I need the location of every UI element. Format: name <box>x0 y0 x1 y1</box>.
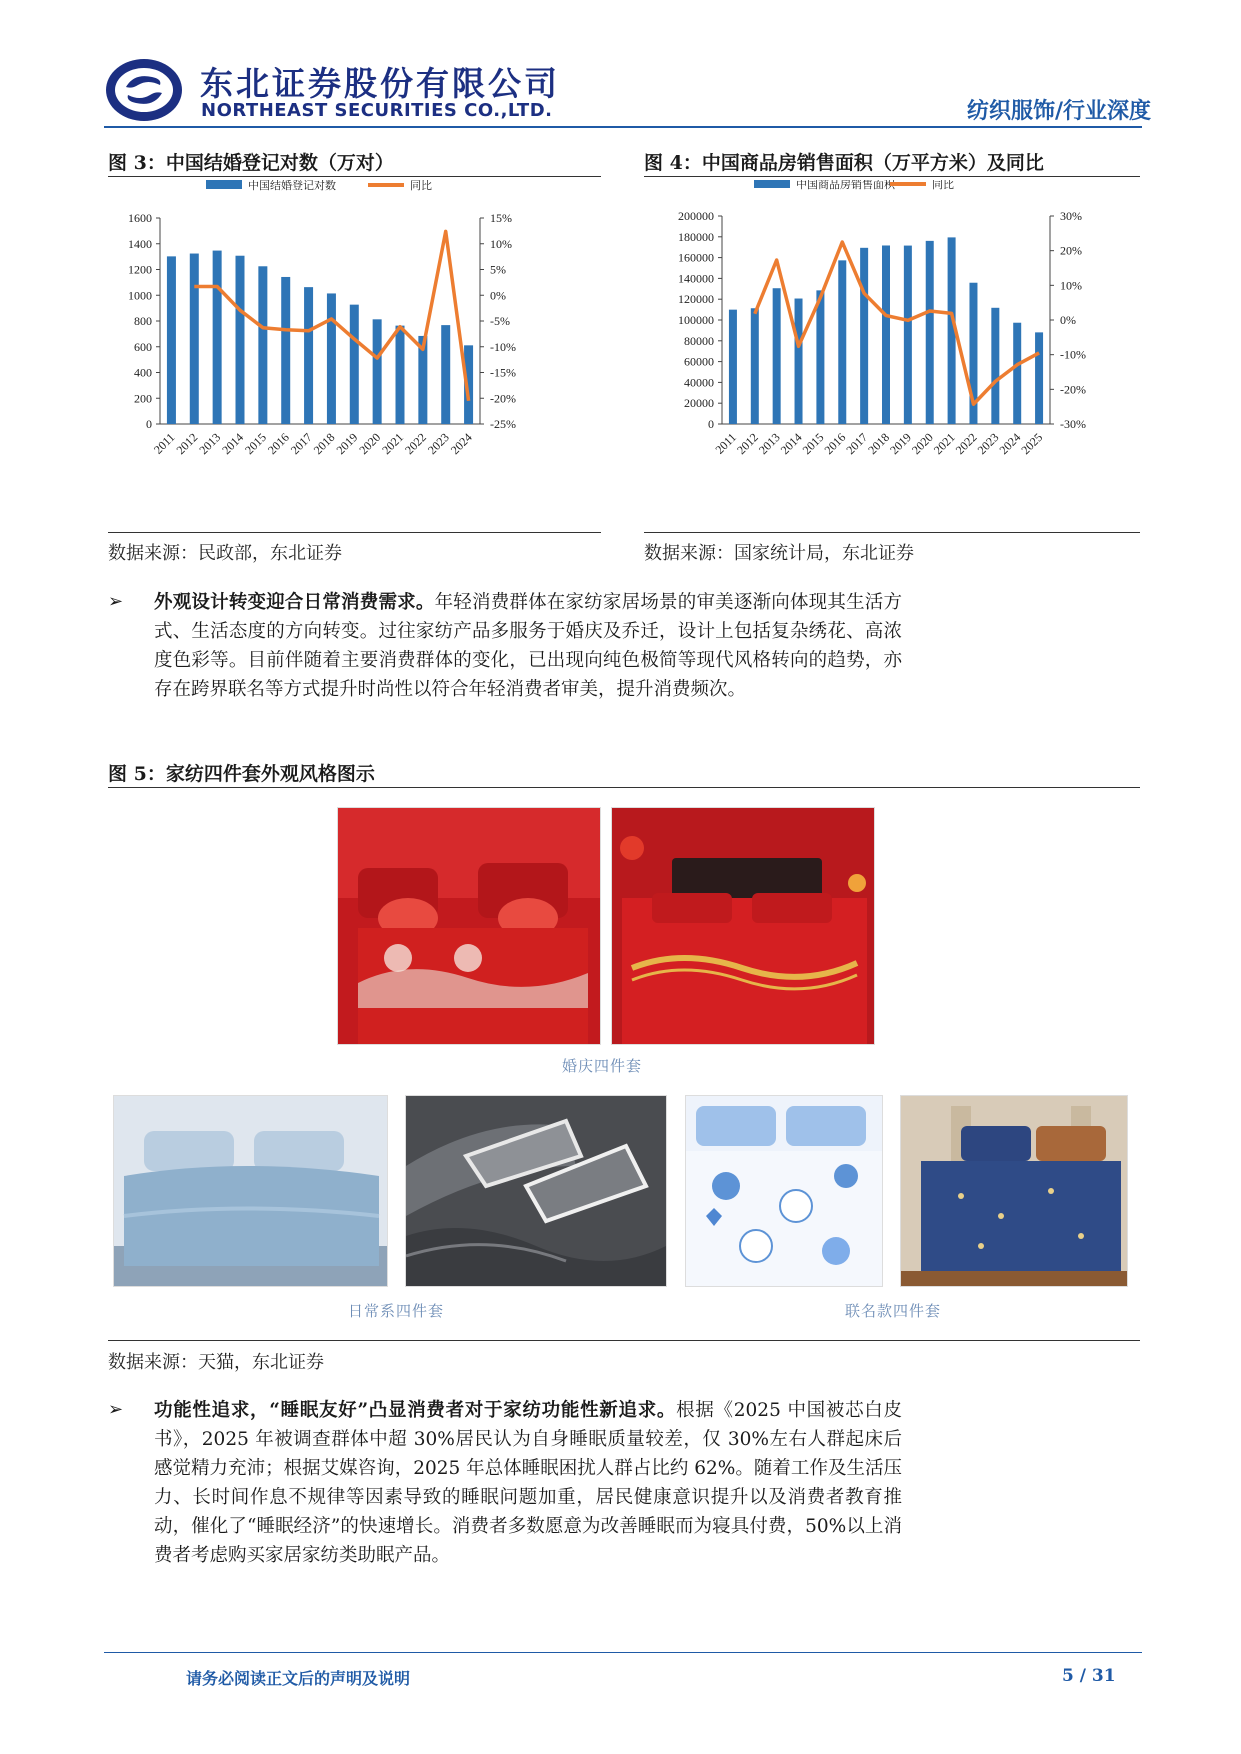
y-left-tick-label: 120000 <box>678 292 714 307</box>
bar-2023 <box>441 325 450 424</box>
y-left-tick-label: 140000 <box>678 271 714 286</box>
daily-bedding-photo-grey <box>405 1095 667 1287</box>
x-tick-label: 2013 <box>196 430 224 458</box>
y-right-tick-label: 10% <box>1060 278 1082 293</box>
bar-2016 <box>281 277 290 424</box>
x-tick-label: 2023 <box>424 430 452 458</box>
y-right-tick-label: -20% <box>1060 382 1086 397</box>
paragraph-sleep-function-body: 根据《2025 中国被芯白皮书》，2025 年被调查群体中超 30%居民认为自身睡眠质量较差，仅 30%左右人群起床后感觉精力充沛；根据艾媒咨询，2025 年总体睡眠困扰人群占比约 62%。随着工作及生活压力、长时间作息不规律等因素导致的睡眠问题加重，居民健康意识提升以及消费者教育推动，催化了“睡眠经济”的快速增长。消费者多数愿意为改善睡眠而为寝具付费，50%以上消费者考虑购买家居家纺类助眠产品。 <box>154 1400 902 1566</box>
figure-3-source: 数据来源：民政部，东北证券 <box>108 543 342 564</box>
x-tick-label: 2020 <box>356 430 384 458</box>
x-tick-label: 2016 <box>264 430 292 458</box>
caption-collab-set: 联名款四件套 <box>845 1302 942 1320</box>
figure-5-bottom-rule <box>108 1340 1140 1341</box>
y-right-tick-label: -30% <box>1060 417 1086 431</box>
x-tick-label: 2018 <box>865 430 893 458</box>
legend-bar-swatch <box>754 180 790 188</box>
y-left-tick-label: 100000 <box>678 313 714 327</box>
x-tick-label: 2024 <box>996 430 1024 458</box>
y-right-tick-label: 0% <box>490 288 506 303</box>
x-tick-label: 2024 <box>447 430 475 458</box>
x-tick-label: 2019 <box>887 430 914 458</box>
y-right-tick-label: -15% <box>490 365 516 380</box>
paragraph-sleep-function <box>154 1396 902 1570</box>
figure-3-title-rule <box>108 176 601 177</box>
x-tick-label: 2019 <box>333 430 361 458</box>
x-tick-label: 2017 <box>287 430 315 458</box>
footer-disclaimer: 请务必阅读正文后的声明及说明 <box>186 1669 411 1688</box>
figure-4-title-rule <box>644 176 1140 177</box>
y-right-tick-label: 15% <box>490 211 512 225</box>
bar-2019 <box>350 305 359 424</box>
x-tick-label: 2020 <box>908 430 936 458</box>
housing-sales-area-chart <box>644 180 1140 525</box>
bar-2017 <box>860 248 868 424</box>
figure-4-title: 图 4：中国商品房销售面积（万平方米）及同比 <box>644 152 1044 174</box>
y-right-tick-label: -10% <box>1060 347 1086 362</box>
figure-3-bottom-rule <box>108 532 601 533</box>
collab-bedding-photo-navy <box>900 1095 1128 1287</box>
footer-rule <box>104 1652 1142 1653</box>
caption-daily-set: 日常系四件套 <box>348 1302 445 1320</box>
page-number: 5 / 31 <box>1062 1666 1116 1686</box>
y-right-tick-label: 30% <box>1060 209 1082 223</box>
bar-2024 <box>1013 323 1021 424</box>
x-tick-label: 2016 <box>821 430 849 458</box>
bar-2013 <box>773 288 781 424</box>
bar-2018 <box>882 245 890 424</box>
y-left-tick-label: 180000 <box>678 229 714 244</box>
y-left-tick-label: 1000 <box>128 288 152 303</box>
bar-2025 <box>1035 332 1043 424</box>
paragraph-design-trend <box>154 588 902 704</box>
x-tick-label: 2025 <box>1018 430 1046 458</box>
legend-bar-label: 中国结婚登记对数 <box>248 180 336 192</box>
y-right-tick-label: -20% <box>490 391 516 406</box>
bullet-marker: ➢ <box>108 591 124 612</box>
y-left-tick-label: 0 <box>146 417 152 431</box>
paragraph-design-trend-body: 年轻消费群体在家纺家居场景的审美逐渐向体现其生活方式、生活态度的方向转变。过往家纺产品多服务于婚庆及乔迁，设计上包括复杂绣花、高浓度色彩等。目前伴随着主要消费群体的变化，已出现向纯色极简等现代风格转向的趋势，亦存在跨界联名等方式提升时尚性以符合年轻消费者审美，提升消费频次。 <box>154 592 902 700</box>
company-logo <box>104 57 184 123</box>
bar-2021 <box>396 326 405 424</box>
bar-2014 <box>236 256 245 424</box>
bar-2013 <box>213 251 222 424</box>
x-tick-label: 2022 <box>402 430 429 458</box>
bar-2020 <box>373 319 382 424</box>
bar-2023 <box>991 308 999 424</box>
x-tick-label: 2023 <box>974 430 1002 458</box>
y-left-tick-label: 60000 <box>684 354 714 369</box>
x-tick-label: 2013 <box>755 430 783 458</box>
y-right-tick-label: 10% <box>490 236 512 251</box>
bar-2012 <box>751 308 759 424</box>
bar-2017 <box>304 287 313 424</box>
figure-4-source: 数据来源：国家统计局，东北证券 <box>644 543 914 564</box>
y-left-tick-label: 1200 <box>128 262 152 277</box>
y-left-tick-label: 200 <box>134 391 152 406</box>
y-right-tick-label: 0% <box>1060 313 1076 327</box>
x-tick-label: 2012 <box>734 430 761 458</box>
y-left-tick-label: 1400 <box>128 236 152 251</box>
y-left-tick-label: 400 <box>134 365 152 380</box>
y-left-tick-label: 20000 <box>684 396 714 411</box>
paragraph-design-trend-lead: 外观设计转变迎合日常消费需求。 <box>154 592 435 613</box>
bar-2011 <box>167 256 176 424</box>
bar-2020 <box>926 241 934 424</box>
header-rule <box>104 126 1142 128</box>
y-left-tick-label: 0 <box>708 417 714 431</box>
y-left-tick-label: 40000 <box>684 375 714 390</box>
paragraph-sleep-function-lead: 功能性追求，“睡眠友好”凸显消费者对于家纺功能性新追求。 <box>154 1400 677 1421</box>
figure-5-title: 图 5：家纺四件套外观风格图示 <box>108 763 375 785</box>
wedding-bedding-photo-2 <box>611 807 875 1045</box>
bar-2016 <box>838 260 846 424</box>
y-right-tick-label: -25% <box>490 417 516 431</box>
y-left-tick-label: 1600 <box>128 211 152 225</box>
x-tick-label: 2011 <box>712 430 740 457</box>
x-tick-label: 2021 <box>379 430 407 458</box>
report-category: 纺织服饰/行业深度 <box>966 99 1151 124</box>
figure-5-source: 数据来源：天猫，东北证券 <box>108 1352 324 1373</box>
y-left-tick-label: 80000 <box>684 333 714 348</box>
y-right-tick-label: -10% <box>490 339 516 354</box>
figure-4-bottom-rule <box>644 532 1140 533</box>
x-tick-label: 2017 <box>843 430 871 458</box>
x-tick-label: 2022 <box>952 430 980 458</box>
wedding-bedding-photo-1 <box>337 807 601 1045</box>
y-left-tick-label: 200000 <box>678 209 714 223</box>
legend-bar-swatch <box>206 180 242 189</box>
company-name-cn: 东北证券股份有限公司 <box>200 64 560 103</box>
figure-5-title-rule <box>108 787 1140 788</box>
x-tick-label: 2012 <box>173 430 201 458</box>
bar-2019 <box>904 246 912 424</box>
y-left-tick-label: 160000 <box>678 250 714 265</box>
y-left-tick-label: 600 <box>134 339 152 354</box>
x-tick-label: 2015 <box>799 430 827 458</box>
collab-bedding-photo-cartoon <box>685 1095 883 1287</box>
caption-wedding-set: 婚庆四件套 <box>562 1057 643 1075</box>
y-right-tick-label: 20% <box>1060 243 1082 258</box>
company-name-en: NORTHEAST SECURITIES CO.,LTD. <box>201 100 553 121</box>
bar-2011 <box>729 310 737 424</box>
bar-2014 <box>795 299 803 424</box>
x-tick-label: 2014 <box>777 430 805 458</box>
x-tick-label: 2011 <box>150 430 178 457</box>
legend-line-label: 同比 <box>932 180 954 191</box>
y-right-tick-label: 5% <box>490 262 506 277</box>
bar-2018 <box>327 293 336 424</box>
figure-3-title: 图 3：中国结婚登记对数（万对） <box>108 152 394 174</box>
daily-bedding-photo-blue <box>113 1095 388 1287</box>
x-tick-label: 2015 <box>242 430 269 458</box>
y-right-tick-label: -5% <box>490 314 510 328</box>
bar-2012 <box>190 254 199 424</box>
y-left-tick-label: 800 <box>134 314 152 328</box>
legend-line-label: 同比 <box>410 180 432 192</box>
bar-2015 <box>816 290 824 424</box>
legend-bar-label: 中国商品房销售面积 <box>796 180 895 191</box>
bullet-marker-2: ➢ <box>108 1399 124 1420</box>
bar-2015 <box>258 266 267 424</box>
x-tick-label: 2014 <box>219 430 247 458</box>
marriage-registration-chart <box>108 180 601 525</box>
x-tick-label: 2021 <box>930 430 958 458</box>
x-tick-label: 2018 <box>310 430 338 458</box>
